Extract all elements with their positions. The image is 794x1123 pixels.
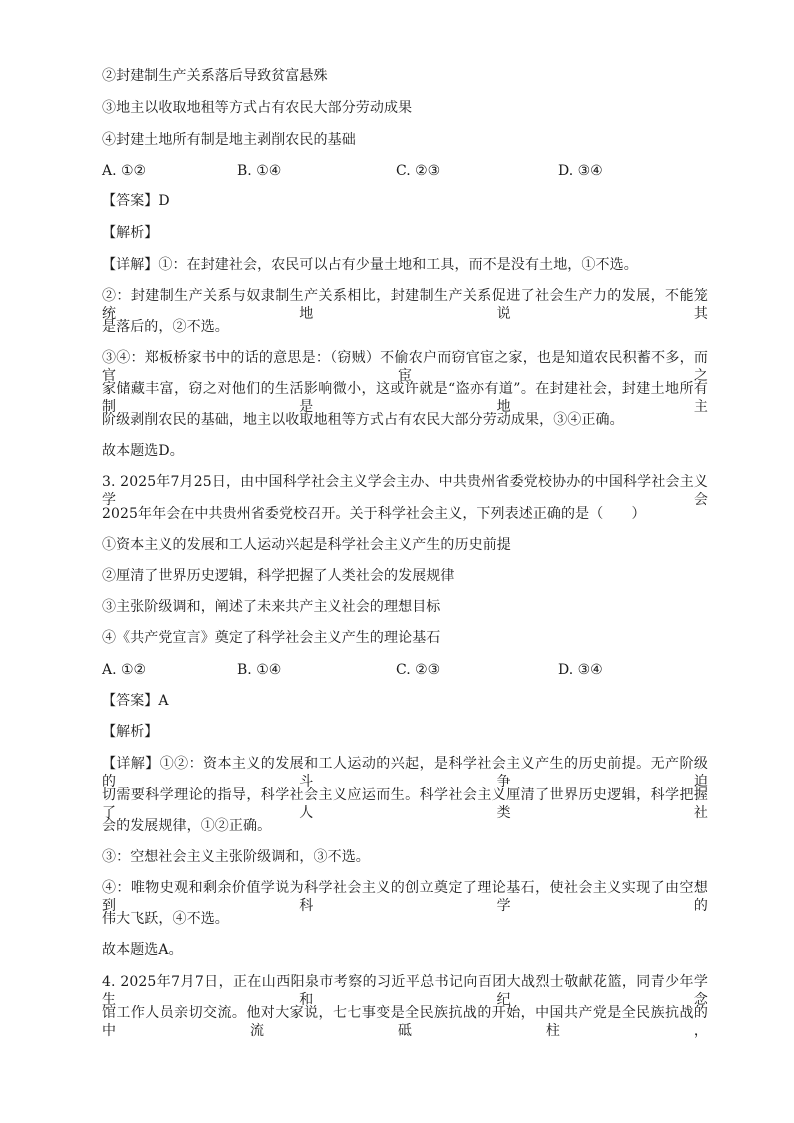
q2-option-c: C. ②③: [396, 163, 441, 179]
q2-statement-3: ③地主以收取地租等方式占有农民大部分劳动成果: [102, 100, 413, 116]
q2-option-b: B. ①④: [237, 163, 282, 179]
q3-conclusion: 故本题选A。: [102, 942, 183, 958]
q2-detail-line-5: 家储藏丰富，窃之对他们的生活影响微小，这或许就是“盗亦有道”。在封建社会，封建土地所有制是地主: [102, 381, 708, 415]
q4-stem-line-1: 4. 2025年7月7日，正在山西阳泉市考察的习近平总书记向百团大战烈士敬献花篮，同青少年学生和纪念: [102, 974, 708, 1008]
q2-option-d: D. ③④: [558, 163, 603, 179]
q3-options: [102, 661, 722, 679]
q2-detail-line-1: 【详解】①：在封建社会，农民可以占有少量土地和工具，而不是没有土地，①不选。: [102, 257, 638, 273]
q4-stem-line-2: 馆工作人员亲切交流。他对大家说，七七事变是全民族抗战的开始，中国共产党是全民族抗战的中流砥柱，: [102, 1005, 708, 1039]
q3-detail-line-1: 【详解】①②：资本主义的发展和工人运动的兴起，是科学社会主义产生的历史前提。无产阶级的斗争迫: [102, 756, 708, 790]
q2-option-a: A. ①②: [102, 163, 147, 179]
q3-option-c: C. ②③: [396, 662, 441, 678]
q2-conclusion: 故本题选D。: [102, 443, 184, 459]
q3-stem-line-1: 3. 2025年7月25日，由中国科学社会主义学会主办、中共贵州省委党校协办的中国科学社会主义学会: [102, 474, 708, 508]
q3-statement-2: ②厘清了世界历史逻辑，科学把握了人类社会的发展规律: [102, 568, 455, 584]
q3-answer: 【答案】A: [102, 693, 169, 709]
q2-answer: 【答案】D: [102, 193, 170, 209]
q2-analysis-label: 【解析】: [102, 225, 159, 241]
q3-option-a: A. ①②: [102, 662, 147, 678]
q3-analysis-label: 【解析】: [102, 724, 159, 740]
q2-detail-line-2: ②：封建制生产关系与奴隶制生产关系相比，封建制生产关系促进了社会生产力的发展，不能笼统地说其: [102, 288, 708, 322]
q2-detail-line-4: ③④：郑板桥家书中的话的意思是：（窃贼）不偷农户而窃官宦之家，也是知道农民积蓄不多，而官宦之: [102, 350, 708, 384]
q3-detail-line-6: 伟大飞跃，④不选。: [102, 911, 229, 927]
q2-options: [102, 162, 722, 180]
q3-detail-line-5: ④：唯物史观和剩余价值学说为科学社会主义的创立奠定了理论基石，使社会主义实现了由空想到科学的: [102, 880, 708, 914]
q3-detail-line-2: 切需要科学理论的指导，科学社会主义应运而生。科学社会主义厘清了世界历史逻辑，科学把握了人类社: [102, 787, 708, 821]
q3-detail-line-4: ③：空想社会主义主张阶级调和，③不选。: [102, 849, 370, 865]
q3-option-d: D. ③④: [558, 662, 603, 678]
q2-statement-2: ②封建制生产关系落后导致贫富悬殊: [102, 68, 328, 84]
q3-statement-4: ④《共产党宣言》奠定了科学社会主义产生的理论基石: [102, 630, 441, 646]
q3-stem-line-2: 2025年年会在中共贵州省委党校召开。关于科学社会主义，下列表述正确的是（ ）: [102, 506, 646, 522]
q2-detail-line-6: 阶级剥削农民的基础，地主以收取地租等方式占有农民大部分劳动成果，③④正确。: [102, 412, 624, 428]
q2-statement-4: ④封建土地所有制是地主剥削农民的基础: [102, 132, 356, 148]
q3-statement-1: ①资本主义的发展和工人运动兴起是科学社会主义产生的历史前提: [102, 537, 511, 553]
q3-detail-line-3: 会的发展规律，①②正确。: [102, 818, 272, 834]
q3-statement-3: ③主张阶级调和，阐述了未来共产主义社会的理想目标: [102, 599, 441, 615]
q3-option-b: B. ①④: [237, 662, 282, 678]
q2-detail-line-3: 是落后的，②不选。: [102, 319, 229, 335]
